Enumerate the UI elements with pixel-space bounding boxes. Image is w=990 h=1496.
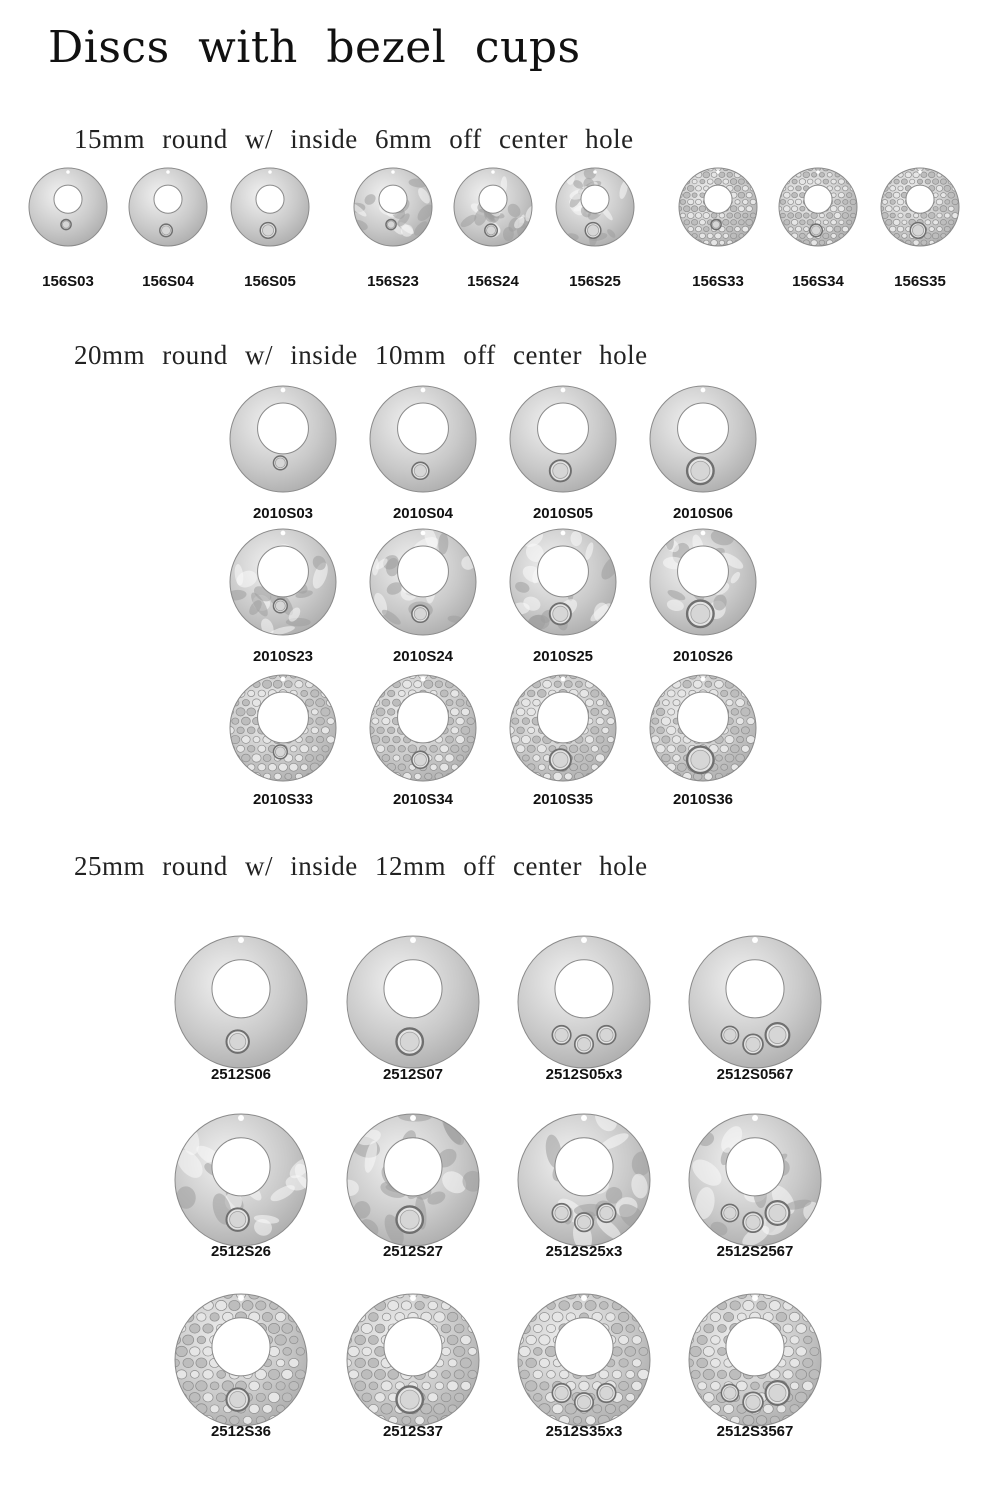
disc-image [879, 166, 961, 248]
product-code: 2010S36 [672, 791, 734, 808]
product-item[interactable] [687, 1292, 823, 1440]
product-code: 156S04 [142, 273, 194, 290]
disc-image [777, 166, 859, 248]
product-item[interactable] [368, 384, 478, 522]
disc-image [508, 384, 618, 494]
product-item[interactable] [554, 166, 636, 290]
product-item[interactable] [228, 673, 338, 808]
product-code: 2512S26 [210, 1243, 272, 1260]
product-code: 2010S26 [672, 648, 734, 665]
product-item[interactable] [879, 166, 961, 290]
disc-image [345, 1112, 481, 1248]
product-item[interactable] [127, 166, 209, 290]
disc-image [352, 166, 434, 248]
disc-image [687, 1292, 823, 1428]
disc-image [173, 934, 309, 1070]
product-item[interactable] [508, 673, 618, 808]
product-item[interactable] [27, 166, 109, 290]
section-heading-25mm: 25mm round w/ inside 12mm off center hole [74, 851, 648, 881]
disc-image [228, 384, 338, 494]
product-code: 2010S03 [252, 505, 314, 522]
product-item[interactable] [677, 166, 759, 290]
product-item[interactable] [173, 1292, 309, 1440]
product-code: 156S25 [569, 273, 621, 290]
product-code: 2512S37 [382, 1423, 444, 1440]
product-item[interactable] [173, 934, 309, 1083]
section-heading-15mm: 15mm round w/ inside 6mm off center hole [74, 124, 634, 154]
disc-image [228, 673, 338, 783]
product-item[interactable] [777, 166, 859, 290]
product-code: 2512S27 [382, 1243, 444, 1260]
product-code: 156S34 [792, 273, 844, 290]
disc-image [228, 527, 338, 637]
product-item[interactable] [687, 1112, 823, 1260]
disc-image [648, 527, 758, 637]
product-item[interactable] [368, 673, 478, 808]
disc-image [229, 166, 311, 248]
product-code: 2512S3567 [716, 1423, 794, 1440]
disc-image [677, 166, 759, 248]
product-item[interactable] [687, 934, 823, 1083]
product-code: 2010S24 [392, 648, 454, 665]
product-item[interactable] [516, 934, 652, 1083]
disc-image [345, 1292, 481, 1428]
product-item[interactable] [508, 384, 618, 522]
product-code: 156S05 [244, 273, 296, 290]
product-item[interactable] [352, 166, 434, 290]
product-item[interactable] [229, 166, 311, 290]
product-item[interactable] [173, 1112, 309, 1260]
product-item[interactable] [508, 527, 618, 665]
disc-image [687, 934, 823, 1070]
product-item[interactable] [516, 1292, 652, 1440]
product-code: 2010S25 [532, 648, 594, 665]
product-code: 156S24 [467, 273, 519, 290]
disc-image [508, 673, 618, 783]
disc-image [368, 673, 478, 783]
product-code: 2512S06 [210, 1066, 272, 1083]
disc-image [648, 673, 758, 783]
disc-image [516, 1292, 652, 1428]
product-code: 2512S05x3 [545, 1066, 623, 1083]
disc-image [516, 934, 652, 1070]
page-title: Discs with bezel cups [48, 22, 581, 73]
product-code: 156S35 [894, 273, 946, 290]
disc-image [508, 527, 618, 637]
disc-image [687, 1112, 823, 1248]
product-code: 2512S36 [210, 1423, 272, 1440]
disc-image [173, 1292, 309, 1428]
disc-image [452, 166, 534, 248]
product-item[interactable] [228, 527, 338, 665]
disc-image [127, 166, 209, 248]
product-item[interactable] [228, 384, 338, 522]
product-item[interactable] [516, 1112, 652, 1260]
product-item[interactable] [648, 384, 758, 522]
product-item[interactable] [345, 1112, 481, 1260]
disc-image [173, 1112, 309, 1248]
product-code: 2010S34 [392, 791, 454, 808]
product-code: 2512S35x3 [545, 1423, 623, 1440]
product-item[interactable] [368, 527, 478, 665]
disc-image [368, 527, 478, 637]
product-code: 2010S05 [532, 505, 594, 522]
product-code: 2512S25x3 [545, 1243, 623, 1260]
product-item[interactable] [345, 1292, 481, 1440]
disc-image [368, 384, 478, 494]
product-item[interactable] [345, 934, 481, 1083]
product-code: 2512S2567 [716, 1243, 794, 1260]
product-code: 2512S0567 [716, 1066, 794, 1083]
disc-image [27, 166, 109, 248]
disc-image [345, 934, 481, 1070]
product-item[interactable] [648, 527, 758, 665]
product-code: 2010S23 [252, 648, 314, 665]
product-code: 156S33 [692, 273, 744, 290]
product-code: 2010S06 [672, 505, 734, 522]
disc-image [516, 1112, 652, 1248]
product-item[interactable] [648, 673, 758, 808]
product-code: 156S23 [367, 273, 419, 290]
product-code: 156S03 [42, 273, 94, 290]
disc-image [554, 166, 636, 248]
product-code: 2010S04 [392, 505, 454, 522]
product-code: 2010S35 [532, 791, 594, 808]
section-heading-20mm: 20mm round w/ inside 10mm off center hole [74, 340, 648, 370]
disc-image [648, 384, 758, 494]
product-code: 2010S33 [252, 791, 314, 808]
product-code: 2512S07 [382, 1066, 444, 1083]
product-item[interactable] [452, 166, 534, 290]
